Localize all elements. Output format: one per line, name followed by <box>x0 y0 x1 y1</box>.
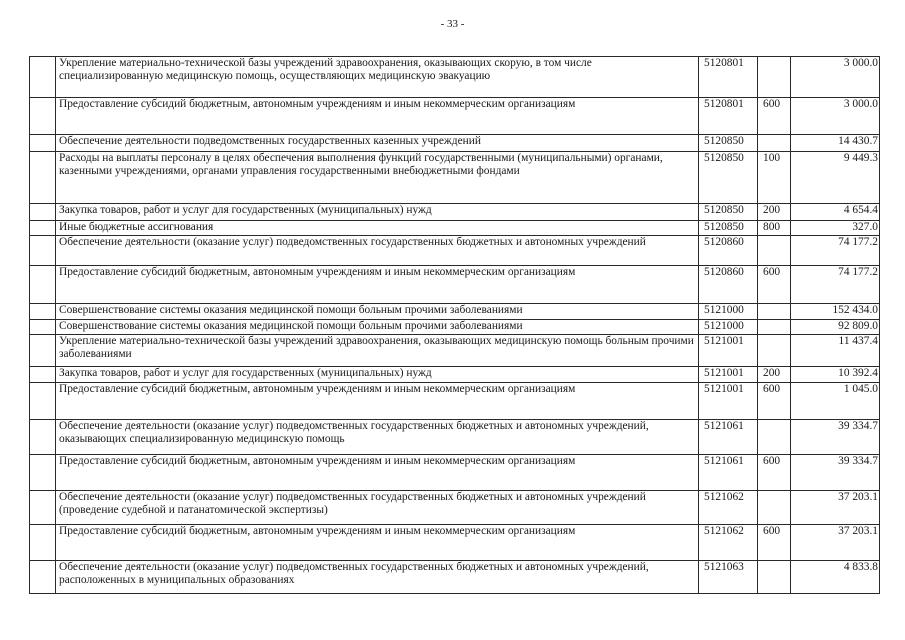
blank-cell <box>30 367 56 383</box>
blank-cell <box>30 383 56 420</box>
target-code: 5120860 <box>699 236 758 266</box>
amount: 74 177.2 <box>791 236 880 266</box>
amount: 74 177.2 <box>791 266 880 304</box>
item-name: Обеспечение деятельности подведомственных государственных казенных учреждений <box>56 135 699 152</box>
expense-type <box>758 335 791 367</box>
table-row <box>30 98 880 135</box>
item-name: Предоставление субсидий бюджетным, автономным учреждениям и иным некоммерческим организациям <box>56 98 699 135</box>
table-row <box>30 335 880 367</box>
item-name: Совершенствование системы оказания медицинской помощи больным прочими заболеваниями <box>56 304 699 320</box>
table-row <box>30 455 880 491</box>
expense-type: 600 <box>758 266 791 304</box>
expense-type <box>758 57 791 98</box>
target-code: 5121000 <box>699 320 758 335</box>
amount: 3 000.0 <box>791 98 880 135</box>
table-row <box>30 135 880 152</box>
blank-cell <box>30 420 56 455</box>
amount: 3 000.0 <box>791 57 880 98</box>
expense-type <box>758 320 791 335</box>
target-code: 5120850 <box>699 152 758 204</box>
amount: 152 434.0 <box>791 304 880 320</box>
amount: 11 437.4 <box>791 335 880 367</box>
blank-cell <box>30 335 56 367</box>
target-code: 5121061 <box>699 455 758 491</box>
target-code: 5120860 <box>699 266 758 304</box>
item-name: Расходы на выплаты персоналу в целях обеспечения выполнения функций государственными (муниципальными) органами, казенными учреждениями, органами управления государственными внебюджетными фондами <box>56 152 699 204</box>
amount: 14 430.7 <box>791 135 880 152</box>
amount: 9 449.3 <box>791 152 880 204</box>
expense-type: 200 <box>758 367 791 383</box>
expense-type <box>758 236 791 266</box>
amount: 37 203.1 <box>791 525 880 561</box>
blank-cell <box>30 98 56 135</box>
amount: 92 809.0 <box>791 320 880 335</box>
table-row <box>30 304 880 320</box>
expense-type <box>758 491 791 525</box>
target-code: 5120801 <box>699 57 758 98</box>
item-name: Укрепление материально-технической базы учреждений здравоохранения, оказывающих медицинскую помощь больным прочими заболеваниями <box>56 335 699 367</box>
expense-type <box>758 420 791 455</box>
target-code: 5121062 <box>699 525 758 561</box>
blank-cell <box>30 57 56 98</box>
item-name: Обеспечение деятельности (оказание услуг) подведомственных государственных бюджетных и автономных учреждений <box>56 236 699 266</box>
blank-cell <box>30 266 56 304</box>
table-row <box>30 236 880 266</box>
item-name: Укрепление материально-технической базы учреждений здравоохранения, оказывающих скорую, в том числе специализированную медицинскую помощь, осуществляющих медицинскую эвакуацию <box>56 57 699 98</box>
table-row <box>30 420 880 455</box>
table-row <box>30 561 880 594</box>
item-name: Обеспечение деятельности (оказание услуг) подведомственных государственных бюджетных и автономных учреждений (проведение судебной и патанатомической экспертизы) <box>56 491 699 525</box>
blank-cell <box>30 221 56 236</box>
target-code: 5121061 <box>699 420 758 455</box>
target-code: 5121001 <box>699 383 758 420</box>
item-name: Закупка товаров, работ и услуг для государственных (муниципальных) нужд <box>56 204 699 221</box>
target-code: 5121001 <box>699 335 758 367</box>
expense-type: 800 <box>758 221 791 236</box>
blank-cell <box>30 304 56 320</box>
blank-cell <box>30 135 56 152</box>
item-name: Предоставление субсидий бюджетным, автономным учреждениям и иным некоммерческим организациям <box>56 455 699 491</box>
expense-type: 200 <box>758 204 791 221</box>
target-code: 5121000 <box>699 304 758 320</box>
item-name: Закупка товаров, работ и услуг для государственных (муниципальных) нужд <box>56 367 699 383</box>
expense-type: 600 <box>758 525 791 561</box>
blank-cell <box>30 320 56 335</box>
blank-cell <box>30 204 56 221</box>
blank-cell <box>30 491 56 525</box>
table-row <box>30 266 880 304</box>
amount: 4 654.4 <box>791 204 880 221</box>
target-code: 5120850 <box>699 135 758 152</box>
target-code: 5121062 <box>699 491 758 525</box>
amount: 39 334.7 <box>791 455 880 491</box>
table-row <box>30 491 880 525</box>
amount: 39 334.7 <box>791 420 880 455</box>
amount: 327.0 <box>791 221 880 236</box>
budget-table <box>29 56 880 594</box>
item-name: Обеспечение деятельности (оказание услуг) подведомственных государственных бюджетных и автономных учреждений, оказывающих специализированную медицинскую помощь <box>56 420 699 455</box>
item-name: Обеспечение деятельности (оказание услуг) подведомственных государственных бюджетных и автономных учреждений, расположенных в муниципальных образованиях <box>56 561 699 594</box>
table-row <box>30 320 880 335</box>
table-row <box>30 57 880 98</box>
item-name: Предоставление субсидий бюджетным, автономным учреждениям и иным некоммерческим организациям <box>56 383 699 420</box>
amount: 1 045.0 <box>791 383 880 420</box>
table-row <box>30 525 880 561</box>
blank-cell <box>30 152 56 204</box>
expense-type: 600 <box>758 455 791 491</box>
amount: 37 203.1 <box>791 491 880 525</box>
item-name: Совершенствование системы оказания медицинской помощи больным прочими заболеваниями <box>56 320 699 335</box>
expense-type: 100 <box>758 152 791 204</box>
amount: 4 833.8 <box>791 561 880 594</box>
expense-type <box>758 304 791 320</box>
expense-type: 600 <box>758 98 791 135</box>
blank-cell <box>30 455 56 491</box>
blank-cell <box>30 525 56 561</box>
item-name: Предоставление субсидий бюджетным, автономным учреждениям и иным некоммерческим организациям <box>56 525 699 561</box>
table-row <box>30 383 880 420</box>
expense-type <box>758 135 791 152</box>
table-row <box>30 204 880 221</box>
expense-type: 600 <box>758 383 791 420</box>
blank-cell <box>30 561 56 594</box>
table-row <box>30 152 880 204</box>
amount: 10 392.4 <box>791 367 880 383</box>
target-code: 5120850 <box>699 221 758 236</box>
target-code: 5121063 <box>699 561 758 594</box>
item-name: Предоставление субсидий бюджетным, автономным учреждениям и иным некоммерческим организациям <box>56 266 699 304</box>
target-code: 5120801 <box>699 98 758 135</box>
expense-type <box>758 561 791 594</box>
table-row <box>30 221 880 236</box>
table-row <box>30 367 880 383</box>
blank-cell <box>30 236 56 266</box>
item-name: Иные бюджетные ассигнования <box>56 221 699 236</box>
page-number: - 33 - <box>440 18 465 30</box>
target-code: 5121001 <box>699 367 758 383</box>
target-code: 5120850 <box>699 204 758 221</box>
